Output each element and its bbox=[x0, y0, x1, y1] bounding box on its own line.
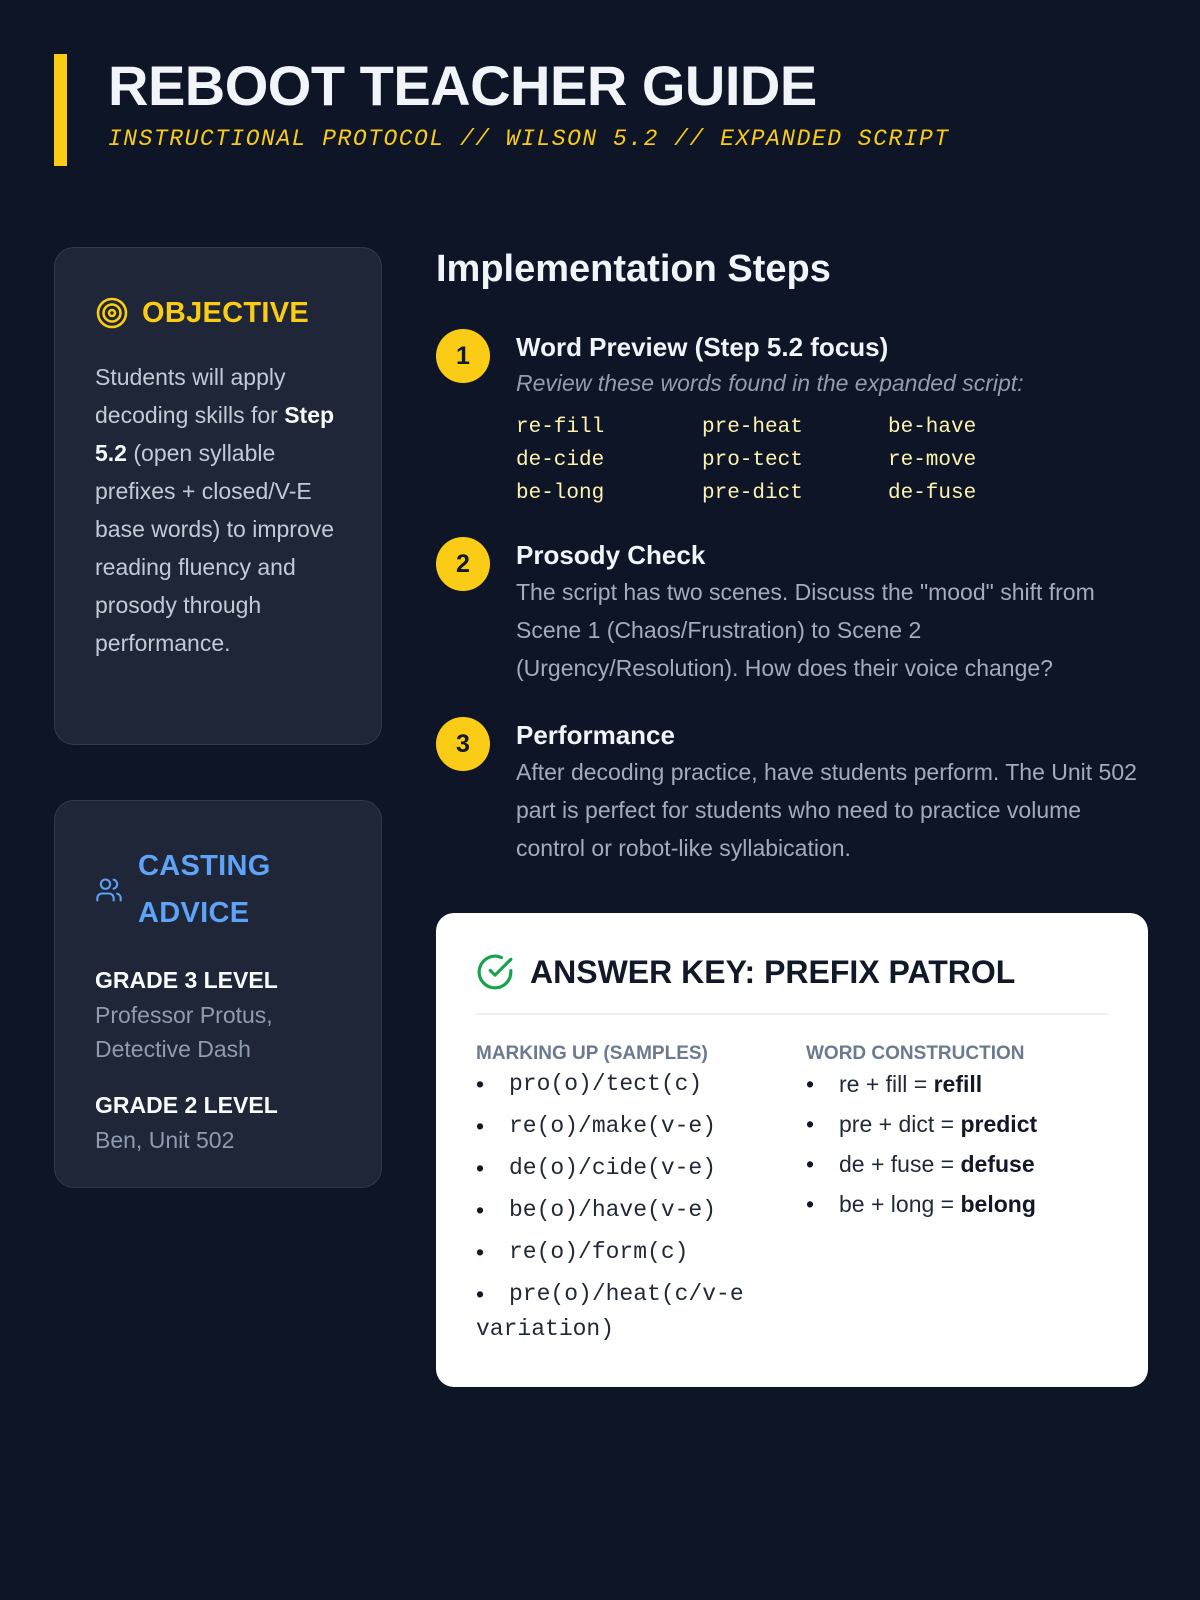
marking-column bbox=[476, 1043, 806, 1354]
construction-list bbox=[806, 1067, 1108, 1221]
step-number: 3 bbox=[436, 717, 490, 771]
objective-header bbox=[95, 296, 341, 330]
word-parts: be + long = bbox=[839, 1191, 961, 1217]
step-title: Prosody Check bbox=[516, 540, 706, 570]
list-item bbox=[806, 1107, 1108, 1141]
page-header bbox=[54, 54, 950, 166]
answer-key-card bbox=[436, 913, 1148, 1387]
word-preview-grid bbox=[516, 411, 1148, 510]
list-item: • re(o)/form(c) bbox=[476, 1235, 806, 1270]
objective-text-after: (open syllable prefixes + closed/V-E base words) to improve reading fluency and prosody through performance. bbox=[95, 440, 335, 656]
word-parts: de + fuse = bbox=[839, 1151, 961, 1177]
constructed-word: defuse bbox=[960, 1151, 1035, 1177]
constructed-word: belong bbox=[960, 1191, 1036, 1217]
step-title: Performance bbox=[516, 720, 675, 750]
page-subtitle: INSTRUCTIONAL PROTOCOL // WILSON 5.2 // EXPANDED SCRIPT bbox=[108, 126, 950, 152]
list-item bbox=[806, 1067, 1108, 1101]
preview-word: re-fill bbox=[516, 416, 605, 439]
answer-key-columns bbox=[476, 1043, 1108, 1354]
grade-names: Professor Protus, Detective Dash bbox=[95, 1002, 273, 1062]
target-icon bbox=[95, 296, 129, 330]
list-item bbox=[806, 1187, 1108, 1221]
header-accent-bar bbox=[54, 54, 67, 166]
constructed-word: predict bbox=[960, 1111, 1038, 1137]
preview-word: de-fuse bbox=[888, 482, 977, 505]
preview-word: de-cide bbox=[516, 449, 605, 472]
casting-title: CASTING ADVICE bbox=[138, 850, 271, 929]
list-item: • re(o)/make(v-e) bbox=[476, 1109, 806, 1144]
list-item: • pro(o)/tect(c) bbox=[476, 1067, 806, 1102]
construction-label: WORD CONSTRUCTION bbox=[806, 1043, 1025, 1064]
grade-label: GRADE 2 LEVEL bbox=[95, 1092, 278, 1118]
casting-header bbox=[95, 843, 341, 937]
grade-names: Ben, Unit 502 bbox=[95, 1127, 235, 1153]
objective-title: OBJECTIVE bbox=[142, 296, 310, 329]
list-item: • de(o)/cide(v-e) bbox=[476, 1151, 806, 1186]
grade-block bbox=[95, 1092, 341, 1157]
step-text: After decoding practice, have students perform. The Unit 502 part is perfect for students who need to practice volume control or robot-like syllabication. bbox=[516, 759, 1137, 861]
preview-word: pro-tect bbox=[702, 449, 803, 472]
grade-block bbox=[95, 967, 341, 1066]
step-1 bbox=[436, 329, 1148, 510]
objective-text-before: Students will apply decoding skills for bbox=[95, 364, 286, 428]
construction-column bbox=[806, 1043, 1108, 1354]
objective-text bbox=[95, 358, 341, 662]
preview-word: pre-heat bbox=[702, 416, 803, 439]
step-title: Word Preview (Step 5.2 focus) bbox=[516, 332, 889, 362]
section-title: Implementation Steps bbox=[436, 248, 831, 290]
casting-card bbox=[54, 800, 382, 1188]
step-text: The script has two scenes. Discuss the "mood" shift from Scene 1 (Chaos/Frustration) to Scene 2 (Urgency/Resolution). How does their voice change? bbox=[516, 579, 1095, 681]
answer-key-header bbox=[476, 953, 1108, 1015]
step-text: Review these words found in the expanded script: bbox=[516, 370, 1024, 396]
step-number: 2 bbox=[436, 537, 490, 591]
list-item: • be(o)/have(v-e) bbox=[476, 1193, 806, 1228]
constructed-word: refill bbox=[933, 1071, 983, 1097]
check-circle-icon bbox=[476, 953, 514, 991]
preview-word: be-long bbox=[516, 482, 605, 505]
preview-word: be-have bbox=[888, 416, 977, 439]
preview-word: re-move bbox=[888, 449, 977, 472]
step-2 bbox=[436, 537, 1148, 687]
users-icon bbox=[95, 876, 123, 904]
implementation-steps bbox=[436, 248, 1148, 867]
page-title: REBOOT TEACHER GUIDE bbox=[108, 54, 817, 117]
step-number: 1 bbox=[436, 329, 490, 383]
step-3 bbox=[436, 717, 1148, 867]
grade-label: GRADE 3 LEVEL bbox=[95, 967, 278, 993]
list-item bbox=[806, 1147, 1108, 1181]
list-item: • pre(o)/heat(c/v-e variation) bbox=[476, 1277, 806, 1347]
preview-word: pre-dict bbox=[702, 482, 803, 505]
marking-label: MARKING UP (SAMPLES) bbox=[476, 1043, 708, 1064]
objective-text-bold: Step 5.2 bbox=[95, 402, 335, 466]
marking-list bbox=[476, 1067, 806, 1347]
objective-card bbox=[54, 247, 382, 745]
word-parts: pre + dict = bbox=[839, 1111, 961, 1137]
word-parts: re + fill = bbox=[839, 1071, 934, 1097]
answer-key-title: ANSWER KEY: PREFIX PATROL bbox=[530, 953, 1016, 990]
